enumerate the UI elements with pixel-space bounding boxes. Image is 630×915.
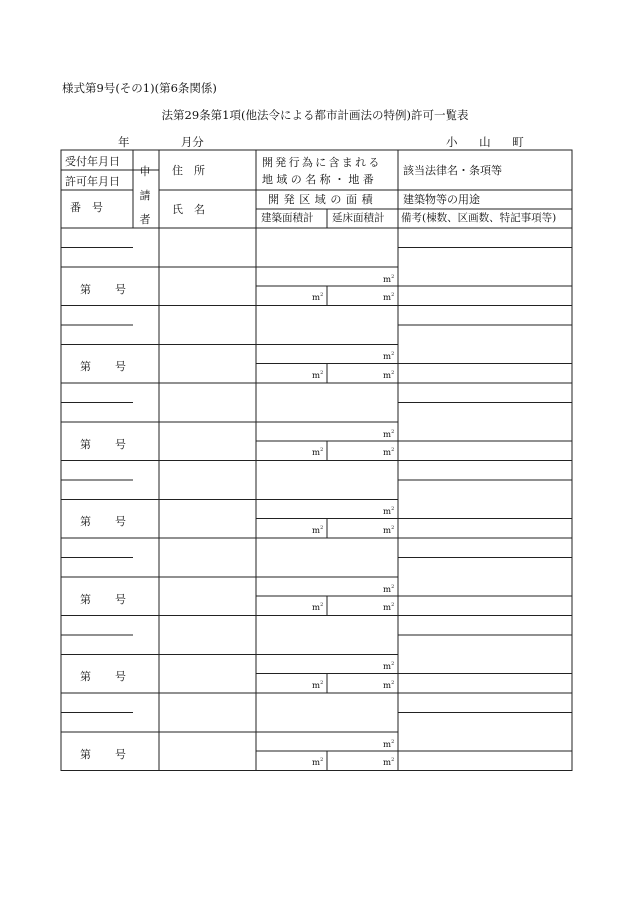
record-number-dai: 第 <box>80 747 91 761</box>
floor-area-unit: $m^2$ <box>383 757 395 769</box>
floor-area-unit: $m^2$ <box>383 524 395 536</box>
building-area-unit: $m^2$ <box>312 602 324 614</box>
year-label: 年 <box>118 135 130 149</box>
header-number-text: 番 号 <box>70 201 103 214</box>
building-area-unit: $m^2$ <box>312 292 324 304</box>
form-title: 法第29条第1項(他法令による都市計画法の特例)許可一覧表 <box>161 108 469 122</box>
building-area-unit: $m^2$ <box>312 757 324 769</box>
header-applicant: 申請者 <box>139 165 151 226</box>
building-area-unit: $m^2$ <box>312 524 324 536</box>
record-number-dai: 第 <box>80 282 91 296</box>
header-remarks: 備考(棟数、区画数、特記事項等) <box>401 212 557 224</box>
dev-area-unit: $m^2$ <box>383 738 395 750</box>
floor-area-unit: $m^2$ <box>383 679 395 691</box>
floor-area-unit: $m^2$ <box>383 292 395 304</box>
header-floor-area: 延床面積計 <box>332 212 385 224</box>
header-building-area: 建築面積計 <box>261 212 314 224</box>
record-number-go: 号 <box>115 282 126 296</box>
record-number-go: 号 <box>115 747 126 761</box>
header-name: 氏 名 <box>172 203 205 216</box>
header-received-date: 受付年月日 <box>65 155 120 168</box>
header-building-use: 建築物等の用途 <box>403 193 480 206</box>
record-number-go: 号 <box>115 515 126 529</box>
dev-area-unit: $m^2$ <box>383 583 395 595</box>
header-number <box>70 202 124 213</box>
floor-area-unit: $m^2$ <box>383 602 395 614</box>
header-area-name-2: 地域の名称・地番 <box>262 173 378 186</box>
record-number-dai: 第 <box>80 515 91 529</box>
record-number-dai: 第 <box>80 670 91 684</box>
floor-area-unit: $m^2$ <box>383 447 395 459</box>
dev-area-unit: $m^2$ <box>383 506 395 518</box>
floor-area-unit: $m^2$ <box>383 369 395 381</box>
record-number-go: 号 <box>115 670 126 684</box>
header-address: 住 所 <box>172 164 205 177</box>
record-number-go: 号 <box>115 360 126 374</box>
header-law-name: 該当法律名・条項等 <box>403 164 502 177</box>
record-number-go: 号 <box>115 592 126 606</box>
month-label: 月分 <box>180 135 204 149</box>
dev-area-unit: $m^2$ <box>383 661 395 673</box>
building-area-unit: $m^2$ <box>312 679 324 691</box>
town-name: 小 山 町 <box>446 135 533 149</box>
record-number-dai: 第 <box>80 437 91 451</box>
header-dev-area: 開発区域の面積 <box>268 193 378 206</box>
form-id: 様式第9号(その1)(第6条関係) <box>62 81 217 95</box>
record-number-dai: 第 <box>80 360 91 374</box>
dev-area-unit: $m^2$ <box>383 273 395 285</box>
building-area-unit: $m^2$ <box>312 447 324 459</box>
header-area-name-1: 開発行為に含まれる <box>262 156 382 169</box>
dev-area-unit: $m^2$ <box>383 351 395 363</box>
header-permit-date: 許可年月日 <box>65 175 120 188</box>
dev-area-unit: $m^2$ <box>383 428 395 440</box>
record-number-go: 号 <box>115 437 126 451</box>
building-area-unit: $m^2$ <box>312 369 324 381</box>
record-number-dai: 第 <box>80 592 91 606</box>
